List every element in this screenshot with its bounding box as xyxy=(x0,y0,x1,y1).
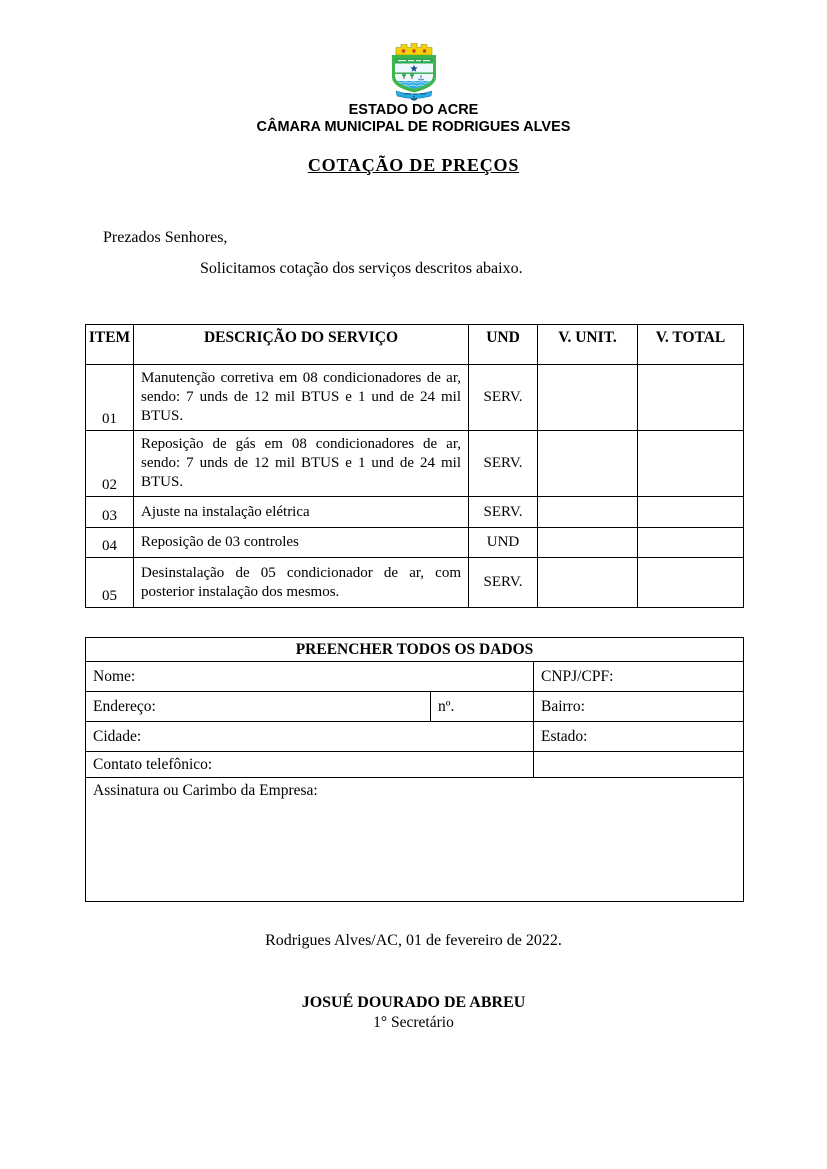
item-und: SERV. xyxy=(469,558,538,608)
field-cnpj-cpf: CNPJ/CPF: xyxy=(534,662,744,692)
item-number: 03 xyxy=(86,497,134,528)
table-row xyxy=(86,528,744,558)
item-v-total xyxy=(638,431,744,497)
form-row-assinatura xyxy=(86,778,744,902)
form-row-nome xyxy=(86,662,744,692)
field-cidade: Cidade: xyxy=(86,722,534,752)
item-v-total xyxy=(638,497,744,528)
item-descricao: Desinstalação de 05 condicionador de ar, com posterior instalação dos mesmos. xyxy=(134,558,469,608)
form-title-row xyxy=(86,638,744,662)
field-contato-empty xyxy=(534,752,744,778)
col-header-descricao: DESCRIÇÃO DO SERVIÇO xyxy=(134,325,469,365)
date-line: Rodrigues Alves/AC, 01 de fevereiro de 2022. xyxy=(265,932,562,949)
salutation-text: Prezados Senhores, xyxy=(103,229,228,246)
item-number: 02 xyxy=(86,431,134,497)
item-und: SERV. xyxy=(469,365,538,431)
item-number: 01 xyxy=(86,365,134,431)
form-row-cidade xyxy=(86,722,744,752)
item-v-unit xyxy=(538,497,638,528)
signer-role: 1° Secretário xyxy=(373,1014,454,1031)
item-v-unit xyxy=(538,558,638,608)
signer-name: JOSUÉ DOURADO DE ABREU xyxy=(301,994,526,1011)
services-header-row xyxy=(86,325,744,365)
field-assinatura: Assinatura ou Carimbo da Empresa: xyxy=(86,778,744,902)
request-text: Solicitamos cotação dos serviços descritos abaixo. xyxy=(200,260,523,277)
item-descricao: Manutenção corretiva em 08 condicionadores de ar, sendo: 7 unds de 12 mil BTUS e 1 und de 24 mil BTUS. xyxy=(134,365,469,431)
org-name-chamber: CÂMARA MUNICIPAL DE RODRIGUES ALVES xyxy=(256,119,571,135)
item-descricao: Reposição de 03 controles xyxy=(134,528,469,558)
coat-of-arms-icon xyxy=(382,42,446,102)
supplier-form-table xyxy=(85,637,744,902)
item-descricao: Ajuste na instalação elétrica xyxy=(134,497,469,528)
item-v-unit xyxy=(538,365,638,431)
item-number: 05 xyxy=(86,558,134,608)
item-v-unit xyxy=(538,431,638,497)
field-bairro: Bairro: xyxy=(534,692,744,722)
form-table-title: PREENCHER TODOS OS DADOS xyxy=(86,638,744,662)
col-header-und: UND xyxy=(469,325,538,365)
form-row-contato xyxy=(86,752,744,778)
field-endereco: Endereço: xyxy=(86,692,431,722)
item-und: UND xyxy=(469,528,538,558)
table-row xyxy=(86,558,744,608)
item-number: 04 xyxy=(86,528,134,558)
item-v-unit xyxy=(538,528,638,558)
logo-container xyxy=(0,42,827,102)
page-title: COTAÇÃO DE PREÇOS xyxy=(307,155,520,175)
field-numero: nº. xyxy=(431,692,534,722)
field-estado: Estado: xyxy=(534,722,744,752)
col-header-v-unit: V. UNIT. xyxy=(538,325,638,365)
item-v-total xyxy=(638,528,744,558)
item-v-total xyxy=(638,558,744,608)
table-row xyxy=(86,497,744,528)
col-header-item: ITEM xyxy=(86,325,134,365)
item-descricao: Reposição de gás em 08 condicionadores de ar, sendo: 7 unds de 12 mil BTUS e 1 und de 24 mil BTUS. xyxy=(134,431,469,497)
form-row-endereco xyxy=(86,692,744,722)
field-contato: Contato telefônico: xyxy=(86,752,534,778)
item-v-total xyxy=(638,365,744,431)
item-und: SERV. xyxy=(469,431,538,497)
item-und: SERV. xyxy=(469,497,538,528)
org-name-state: ESTADO DO ACRE xyxy=(348,102,479,118)
col-header-v-total: V. TOTAL xyxy=(638,325,744,365)
services-table xyxy=(85,324,744,608)
table-row xyxy=(86,365,744,431)
table-row xyxy=(86,431,744,497)
field-nome: Nome: xyxy=(86,662,534,692)
